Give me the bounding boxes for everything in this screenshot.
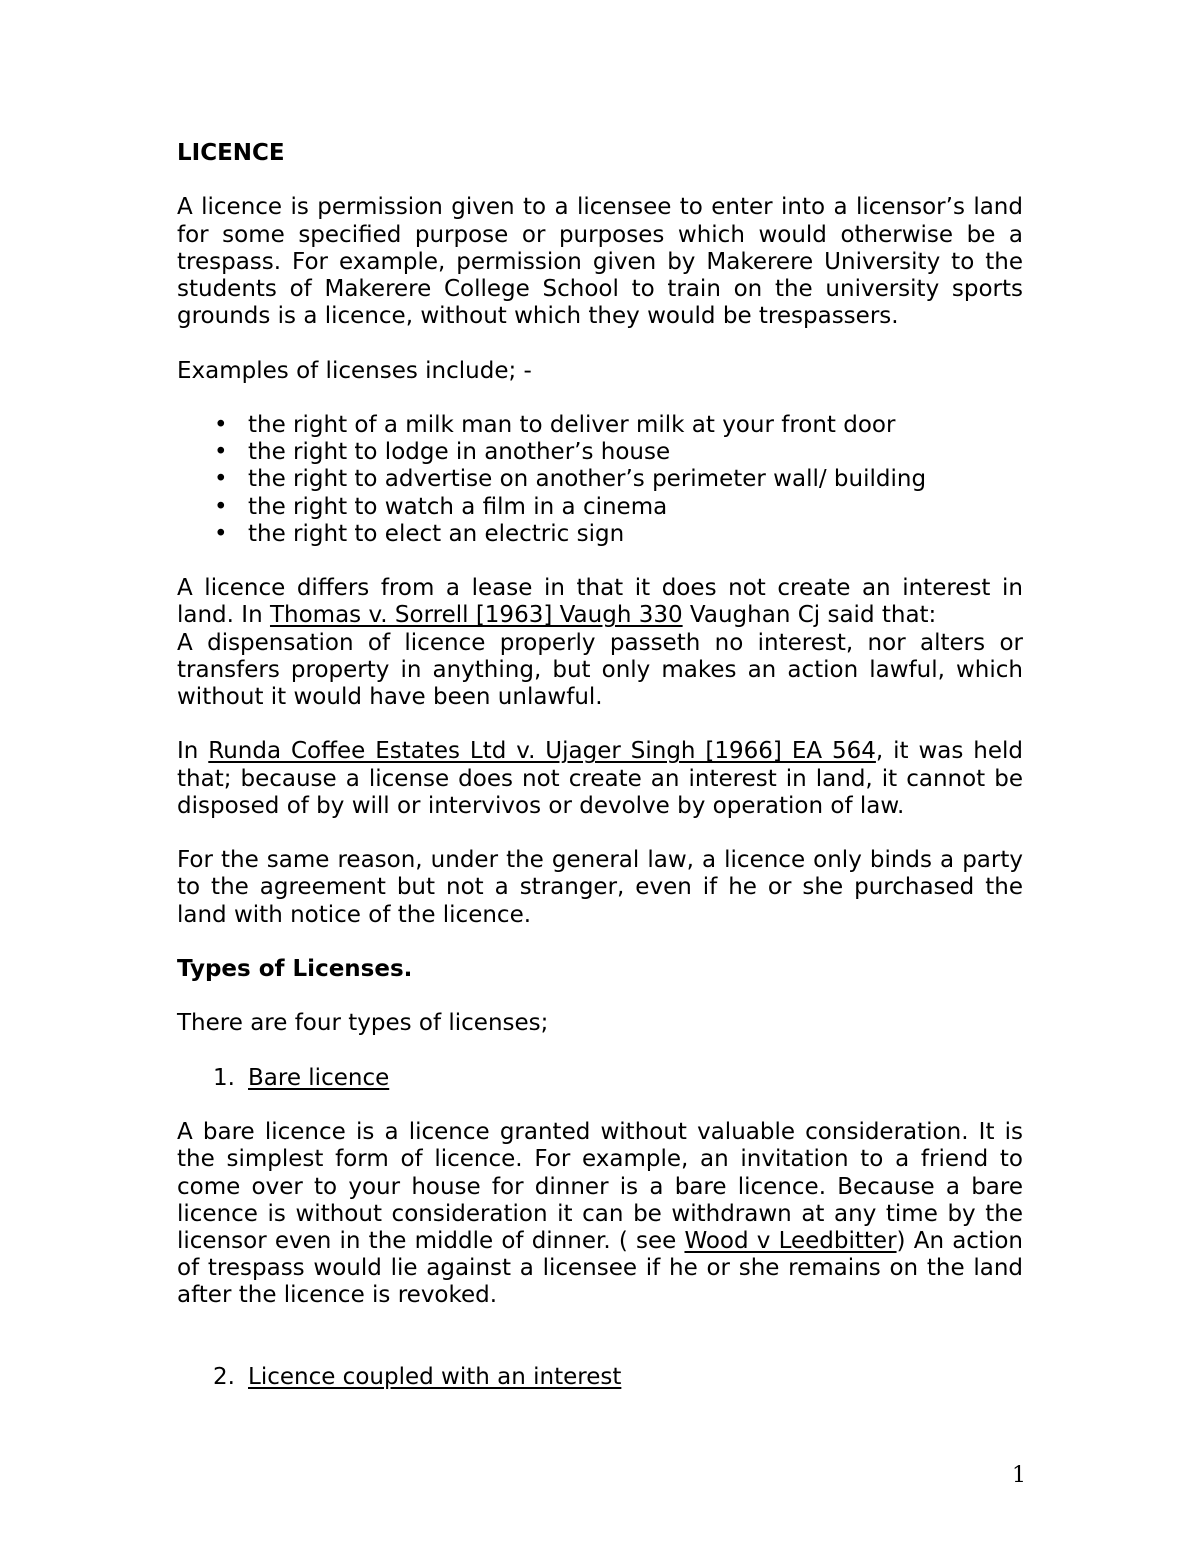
type-2-heading <box>177 1364 1023 1391</box>
list-item <box>177 521 1023 548</box>
runda-text-after: , it was held that; because a license does not create an interest in land, it cannot be disposed of by will or intervivos or devolve by operation of law. <box>177 738 1023 819</box>
type-1-number: 1. <box>213 1064 235 1091</box>
list-item <box>177 466 1023 493</box>
list-item <box>177 494 1023 521</box>
bare-text-before: A bare licence is a licence granted without valuable consideration. It is the simplest form of licence. For example, an invitation to a friend to come over to your house for dinner is a bare licence. Because a bare licence is without consideration it can be withdrawn at any time by the licensor even in the middle of dinner. ( see <box>177 1119 1023 1254</box>
bare-text-after: ) An action of trespass would lie against a licensee if he or she remains on the land after the licence is revoked. <box>177 1227 1024 1309</box>
bullet-icon: • <box>214 520 228 547</box>
bullet-icon: • <box>214 439 228 466</box>
bullet-icon: • <box>214 411 228 438</box>
types-heading: Types of Licenses. <box>177 955 413 982</box>
examples-intro: Examples of licenses include; - <box>177 357 532 384</box>
quote-paragraph: A dispensation of licence properly passeth no interest, nor alters or transfers property in anything, but only makes an action lawful, which without it would have been unlawful. <box>177 629 1023 710</box>
list-item-text: the right of a milk man to deliver milk at your front door <box>248 411 896 438</box>
lease-text-after: Vaughan Cj said that: <box>682 602 937 629</box>
case-citation-wood-v-leedbitter: Wood v Leedbitter <box>684 1227 897 1254</box>
type-2-number: 2. <box>213 1363 235 1390</box>
document-title: LICENCE <box>177 140 285 166</box>
list-item <box>177 439 1023 466</box>
type-1-label: Bare licence <box>248 1064 390 1091</box>
type-1-heading <box>177 1065 1023 1092</box>
type-2-label: Licence coupled with an interest <box>248 1363 622 1390</box>
list-item-text: the right to lodge in another’s house <box>248 439 671 466</box>
lease-text-before: A licence differs from a lease in that it does not create an interest in land. In <box>177 575 1023 629</box>
bullet-icon: • <box>214 493 228 520</box>
examples-list <box>177 412 1023 548</box>
list-item-text: the right to watch a film in a cinema <box>248 493 668 520</box>
definition-paragraph: A licence is permission given to a licensee to enter into a licensor’s land for some specified purpose or purposes which would otherwise be a trespass. For example, permission given by Makerere University to the students of Makerere College School to train on the university sports grounds is a licence, without which they would be trespassers. <box>177 194 1023 330</box>
case-citation-thomas-v-sorrell: Thomas v. Sorrell [1963] Vaugh 330 <box>269 602 683 629</box>
bare-licence-paragraph <box>177 1119 1023 1309</box>
lease-comparison-paragraph <box>177 575 1023 629</box>
types-intro: There are four types of licenses; <box>177 1010 549 1037</box>
runda-text-before: In <box>177 738 209 765</box>
list-item-text: the right to advertise on another’s perimeter wall/ building <box>248 466 927 493</box>
reason-paragraph: For the same reason, under the general law, a licence only binds a party to the agreement but not a stranger, even if he or she purchased the land with notice of the licence. <box>177 847 1023 928</box>
bullet-icon: • <box>214 466 228 493</box>
list-item <box>177 412 1023 439</box>
document-body <box>177 140 1023 1391</box>
case-citation-runda-coffee: Runda Coffee Estates Ltd v. Ujager Singh [1966] EA 564 <box>208 738 876 765</box>
list-item-text: the right to elect an electric sign <box>248 520 625 547</box>
runda-paragraph <box>177 738 1023 820</box>
page-number: 1 <box>1012 1463 1026 1488</box>
